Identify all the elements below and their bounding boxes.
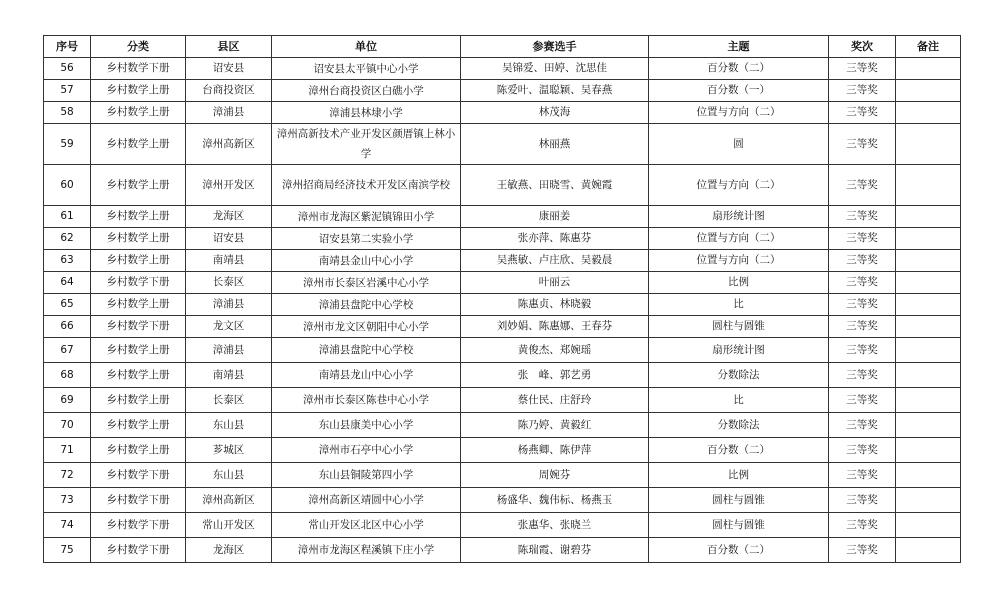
table-header-row bbox=[44, 36, 961, 58]
cell-no: 75 bbox=[44, 538, 91, 563]
cell-category: 乡村数学下册 bbox=[91, 538, 186, 563]
cell-players: 陈瑞霞、谢碧芬 bbox=[461, 538, 649, 563]
cell-county: 漳浦县 bbox=[186, 338, 272, 363]
cell-award: 三等奖 bbox=[829, 438, 896, 463]
cell-category: 乡村数学上册 bbox=[91, 388, 186, 413]
table-row bbox=[44, 102, 961, 124]
cell-category: 乡村数学下册 bbox=[91, 513, 186, 538]
cell-unit: 东山县康美中心小学 bbox=[272, 413, 461, 438]
table-row bbox=[44, 463, 961, 488]
cell-unit: 南靖县龙山中心小学 bbox=[272, 363, 461, 388]
cell-county: 龙文区 bbox=[186, 316, 272, 338]
cell-players: 刘妙娟、陈惠娜、王春芬 bbox=[461, 316, 649, 338]
awards-table bbox=[43, 35, 961, 563]
cell-county: 诏安县 bbox=[186, 228, 272, 250]
cell-award: 三等奖 bbox=[829, 250, 896, 272]
cell-no: 56 bbox=[44, 58, 91, 80]
cell-county: 龙海区 bbox=[186, 538, 272, 563]
cell-unit: 南靖县金山中心小学 bbox=[272, 250, 461, 272]
cell-players: 林茂海 bbox=[461, 102, 649, 124]
cell-players: 吴燕敏、卢庄欣、吴毅晨 bbox=[461, 250, 649, 272]
table-row bbox=[44, 513, 961, 538]
table-row bbox=[44, 294, 961, 316]
cell-players: 张 峰、郭艺勇 bbox=[461, 363, 649, 388]
table-row bbox=[44, 165, 961, 206]
cell-county: 东山县 bbox=[186, 413, 272, 438]
cell-county: 东山县 bbox=[186, 463, 272, 488]
cell-category: 乡村数学上册 bbox=[91, 413, 186, 438]
cell-note bbox=[896, 338, 961, 363]
cell-unit: 漳浦县盘陀中心学校 bbox=[272, 338, 461, 363]
cell-no: 68 bbox=[44, 363, 91, 388]
cell-unit: 漳浦县林埭小学 bbox=[272, 102, 461, 124]
cell-no: 61 bbox=[44, 206, 91, 228]
cell-note bbox=[896, 413, 961, 438]
cell-players: 张亦萍、陈惠芬 bbox=[461, 228, 649, 250]
cell-award: 三等奖 bbox=[829, 80, 896, 102]
cell-topic: 百分数（二） bbox=[649, 538, 829, 563]
cell-players: 杨盛华、魏伟标、杨燕玉 bbox=[461, 488, 649, 513]
cell-players: 张惠华、张晓兰 bbox=[461, 513, 649, 538]
cell-unit: 诏安县太平镇中心小学 bbox=[272, 58, 461, 80]
cell-unit: 东山县铜陵第四小学 bbox=[272, 463, 461, 488]
cell-no: 57 bbox=[44, 80, 91, 102]
cell-category: 乡村数学下册 bbox=[91, 58, 186, 80]
table-row bbox=[44, 58, 961, 80]
cell-award: 三等奖 bbox=[829, 538, 896, 563]
cell-county: 常山开发区 bbox=[186, 513, 272, 538]
cell-players: 杨燕卿、陈伊萍 bbox=[461, 438, 649, 463]
cell-category: 乡村数学上册 bbox=[91, 338, 186, 363]
header-no: 序号 bbox=[44, 36, 91, 58]
cell-county: 漳浦县 bbox=[186, 294, 272, 316]
table-row bbox=[44, 250, 961, 272]
cell-no: 73 bbox=[44, 488, 91, 513]
cell-note bbox=[896, 102, 961, 124]
cell-category: 乡村数学上册 bbox=[91, 165, 186, 206]
cell-topic: 百分数（一） bbox=[649, 80, 829, 102]
cell-award: 三等奖 bbox=[829, 363, 896, 388]
cell-topic: 分数除法 bbox=[649, 363, 829, 388]
cell-award: 三等奖 bbox=[829, 413, 896, 438]
table-row bbox=[44, 388, 961, 413]
cell-category: 乡村数学下册 bbox=[91, 272, 186, 294]
table-row bbox=[44, 338, 961, 363]
cell-note bbox=[896, 463, 961, 488]
cell-note bbox=[896, 58, 961, 80]
cell-note bbox=[896, 228, 961, 250]
cell-note bbox=[896, 206, 961, 228]
cell-topic: 圆柱与圆锥 bbox=[649, 316, 829, 338]
cell-award: 三等奖 bbox=[829, 272, 896, 294]
table-row bbox=[44, 228, 961, 250]
cell-players: 林丽燕 bbox=[461, 124, 649, 165]
cell-no: 66 bbox=[44, 316, 91, 338]
cell-county: 漳州高新区 bbox=[186, 488, 272, 513]
cell-county: 南靖县 bbox=[186, 250, 272, 272]
cell-topic: 圆 bbox=[649, 124, 829, 165]
cell-topic: 百分数（二） bbox=[649, 58, 829, 80]
cell-award: 三等奖 bbox=[829, 488, 896, 513]
cell-unit: 常山开发区北区中心小学 bbox=[272, 513, 461, 538]
cell-note bbox=[896, 250, 961, 272]
cell-category: 乡村数学下册 bbox=[91, 316, 186, 338]
cell-topic: 比例 bbox=[649, 463, 829, 488]
cell-county: 漳州开发区 bbox=[186, 165, 272, 206]
cell-topic: 位置与方向（二） bbox=[649, 250, 829, 272]
cell-award: 三等奖 bbox=[829, 206, 896, 228]
cell-no: 59 bbox=[44, 124, 91, 165]
cell-county: 诏安县 bbox=[186, 58, 272, 80]
cell-no: 63 bbox=[44, 250, 91, 272]
cell-no: 62 bbox=[44, 228, 91, 250]
cell-category: 乡村数学上册 bbox=[91, 294, 186, 316]
cell-unit: 漳州市龙文区朝阳中心小学 bbox=[272, 316, 461, 338]
cell-note bbox=[896, 363, 961, 388]
cell-topic: 比 bbox=[649, 388, 829, 413]
cell-unit: 漳州市长泰区岩溪中心小学 bbox=[272, 272, 461, 294]
cell-players: 陈乃婷、黄毅红 bbox=[461, 413, 649, 438]
cell-players: 吴锦爱、田婷、沈思佳 bbox=[461, 58, 649, 80]
cell-category: 乡村数学上册 bbox=[91, 206, 186, 228]
cell-players: 陈惠贞、林晓毅 bbox=[461, 294, 649, 316]
cell-topic: 比例 bbox=[649, 272, 829, 294]
cell-category: 乡村数学上册 bbox=[91, 363, 186, 388]
table-row bbox=[44, 363, 961, 388]
cell-award: 三等奖 bbox=[829, 513, 896, 538]
cell-county: 长泰区 bbox=[186, 272, 272, 294]
cell-no: 69 bbox=[44, 388, 91, 413]
cell-unit: 漳州市龙海区程溪镇下庄小学 bbox=[272, 538, 461, 563]
cell-players: 叶丽云 bbox=[461, 272, 649, 294]
cell-county: 漳州高新区 bbox=[186, 124, 272, 165]
cell-county: 芗城区 bbox=[186, 438, 272, 463]
cell-topic: 百分数（二） bbox=[649, 438, 829, 463]
header-category: 分类 bbox=[91, 36, 186, 58]
cell-note bbox=[896, 316, 961, 338]
cell-category: 乡村数学上册 bbox=[91, 124, 186, 165]
cell-award: 三等奖 bbox=[829, 463, 896, 488]
cell-topic: 比 bbox=[649, 294, 829, 316]
table-row bbox=[44, 316, 961, 338]
cell-no: 74 bbox=[44, 513, 91, 538]
cell-award: 三等奖 bbox=[829, 102, 896, 124]
cell-topic: 扇形统计图 bbox=[649, 338, 829, 363]
cell-topic: 位置与方向（二） bbox=[649, 102, 829, 124]
cell-no: 67 bbox=[44, 338, 91, 363]
cell-category: 乡村数学上册 bbox=[91, 80, 186, 102]
cell-no: 64 bbox=[44, 272, 91, 294]
cell-players: 黄俊杰、郑婉瑶 bbox=[461, 338, 649, 363]
header-award: 奖次 bbox=[829, 36, 896, 58]
table-row bbox=[44, 413, 961, 438]
header-note: 备注 bbox=[896, 36, 961, 58]
cell-topic: 位置与方向（二） bbox=[649, 165, 829, 206]
cell-players: 康丽姜 bbox=[461, 206, 649, 228]
cell-topic: 扇形统计图 bbox=[649, 206, 829, 228]
cell-category: 乡村数学上册 bbox=[91, 438, 186, 463]
cell-category: 乡村数学下册 bbox=[91, 463, 186, 488]
cell-award: 三等奖 bbox=[829, 338, 896, 363]
cell-county: 台商投资区 bbox=[186, 80, 272, 102]
cell-no: 65 bbox=[44, 294, 91, 316]
cell-unit: 漳州市龙海区紫泥镇锦田小学 bbox=[272, 206, 461, 228]
cell-no: 70 bbox=[44, 413, 91, 438]
table-row bbox=[44, 80, 961, 102]
cell-note bbox=[896, 165, 961, 206]
cell-category: 乡村数学下册 bbox=[91, 488, 186, 513]
table-row bbox=[44, 538, 961, 563]
cell-topic: 圆柱与圆锥 bbox=[649, 513, 829, 538]
cell-award: 三等奖 bbox=[829, 388, 896, 413]
cell-players: 周婉芬 bbox=[461, 463, 649, 488]
table-row bbox=[44, 438, 961, 463]
cell-unit: 漳州高新技术产业开发区颜厝镇上林小学 bbox=[272, 124, 461, 165]
cell-unit: 漳州台商投资区白礁小学 bbox=[272, 80, 461, 102]
cell-no: 71 bbox=[44, 438, 91, 463]
cell-no: 60 bbox=[44, 165, 91, 206]
cell-award: 三等奖 bbox=[829, 294, 896, 316]
cell-topic: 圆柱与圆锥 bbox=[649, 488, 829, 513]
cell-category: 乡村数学上册 bbox=[91, 250, 186, 272]
cell-topic: 位置与方向（二） bbox=[649, 228, 829, 250]
cell-category: 乡村数学上册 bbox=[91, 228, 186, 250]
cell-award: 三等奖 bbox=[829, 316, 896, 338]
cell-players: 陈爱叶、温聪颖、吴春燕 bbox=[461, 80, 649, 102]
cell-unit: 漳州招商局经济技术开发区南滨学校 bbox=[272, 165, 461, 206]
cell-unit: 漳浦县盘陀中心学校 bbox=[272, 294, 461, 316]
cell-note bbox=[896, 388, 961, 413]
cell-unit: 漳州市石亭中心小学 bbox=[272, 438, 461, 463]
cell-topic: 分数除法 bbox=[649, 413, 829, 438]
table-row bbox=[44, 124, 961, 165]
cell-category: 乡村数学上册 bbox=[91, 102, 186, 124]
cell-county: 龙海区 bbox=[186, 206, 272, 228]
cell-unit: 漳州高新区靖圆中心小学 bbox=[272, 488, 461, 513]
cell-unit: 漳州市长泰区陈巷中心小学 bbox=[272, 388, 461, 413]
header-county: 县区 bbox=[186, 36, 272, 58]
cell-note bbox=[896, 488, 961, 513]
cell-award: 三等奖 bbox=[829, 165, 896, 206]
cell-unit: 诏安县第二实验小学 bbox=[272, 228, 461, 250]
cell-note bbox=[896, 124, 961, 165]
cell-note bbox=[896, 80, 961, 102]
cell-no: 58 bbox=[44, 102, 91, 124]
cell-players: 蔡仕民、庄舒玲 bbox=[461, 388, 649, 413]
cell-county: 长泰区 bbox=[186, 388, 272, 413]
cell-note bbox=[896, 294, 961, 316]
cell-players: 王敏燕、田晓雪、黄婉霞 bbox=[461, 165, 649, 206]
table-row bbox=[44, 488, 961, 513]
header-topic: 主题 bbox=[649, 36, 829, 58]
header-players: 参赛选手 bbox=[461, 36, 649, 58]
cell-county: 南靖县 bbox=[186, 363, 272, 388]
table-row bbox=[44, 272, 961, 294]
cell-note bbox=[896, 538, 961, 563]
cell-county: 漳浦县 bbox=[186, 102, 272, 124]
cell-award: 三等奖 bbox=[829, 58, 896, 80]
cell-award: 三等奖 bbox=[829, 228, 896, 250]
cell-note bbox=[896, 272, 961, 294]
cell-note bbox=[896, 513, 961, 538]
header-unit: 单位 bbox=[272, 36, 461, 58]
cell-no: 72 bbox=[44, 463, 91, 488]
cell-award: 三等奖 bbox=[829, 124, 896, 165]
cell-note bbox=[896, 438, 961, 463]
table-row bbox=[44, 206, 961, 228]
